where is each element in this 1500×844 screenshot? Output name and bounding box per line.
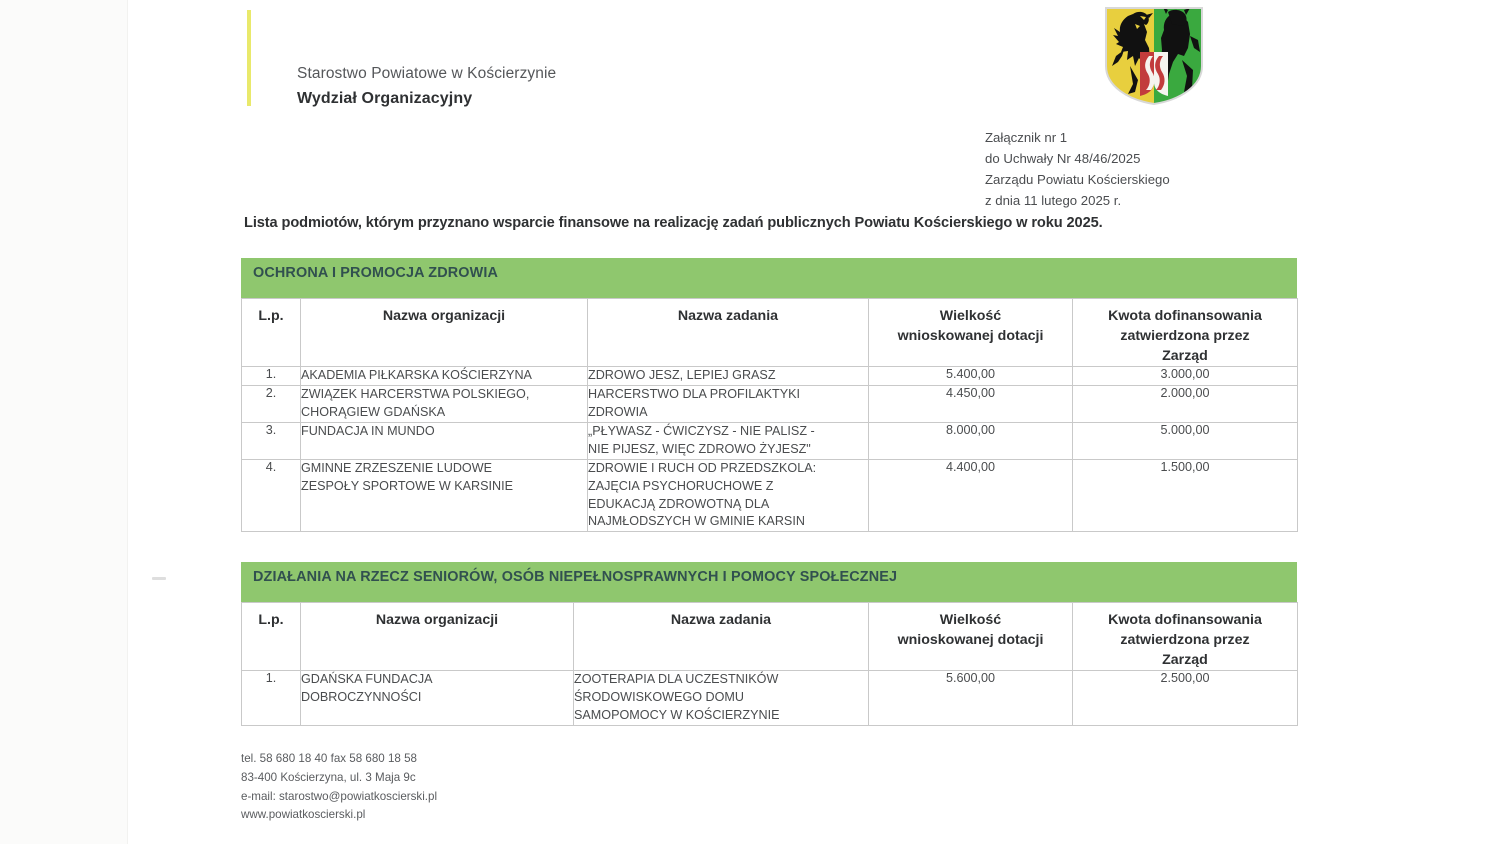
org-line: ZESPOŁY SPORTOWE W KARSINIE xyxy=(301,478,514,493)
cell-lp: 1. xyxy=(242,367,301,386)
col-header-lp: L.p. xyxy=(242,603,301,671)
cell-requested-amount: 4.400,00 xyxy=(869,459,1073,532)
annex-line-4: z dnia 11 lutego 2025 r. xyxy=(985,192,1122,208)
cell-approved-amount: 5.000,00 xyxy=(1073,423,1298,460)
cell-task xyxy=(574,671,869,726)
table-row xyxy=(242,671,1298,726)
annex-line-2: do Uchwały Nr 48/46/2025 xyxy=(985,150,1141,166)
task-line: ŚRODOWISKOWEGO DOMU xyxy=(574,690,745,705)
letterhead xyxy=(297,62,857,111)
table-row xyxy=(242,386,1298,423)
document-title: Lista podmiotów, którym przyznano wsparcie finansowe na realizację zadań publicznych Powiatu Kościerskiego w roku 2025. xyxy=(244,215,1103,231)
cell-requested-amount: 5.400,00 xyxy=(869,367,1073,386)
cell-organization xyxy=(301,459,588,532)
col-header-task: Nazwa zadania xyxy=(588,299,869,367)
section-heading-band xyxy=(241,562,1297,602)
table-header-row xyxy=(242,299,1298,367)
cell-lp: 2. xyxy=(242,386,301,423)
annex-line-1: Załącznik nr 1 xyxy=(985,130,1068,145)
letterhead-office-name: Starostwo Powiatowe w Kościerzynie xyxy=(297,65,557,82)
col-header-requested-line-1: Wielkość xyxy=(939,612,1002,628)
col-header-organization: Nazwa organizacji xyxy=(301,603,574,671)
task-line: ZDROWIE I RUCH OD PRZEDSZKOLA: xyxy=(588,460,817,475)
task-line: HARCERSTWO DLA PROFILAKTYKI xyxy=(588,387,801,402)
section-dzialania-na-rzecz-seniorow xyxy=(241,562,1297,726)
cell-requested-amount: 8.000,00 xyxy=(869,423,1073,460)
col-header-approved xyxy=(1073,299,1298,367)
org-line: CHORĄGIEW GDAŃSKA xyxy=(301,405,446,420)
footer-contact-block xyxy=(241,750,661,825)
cell-approved-amount: 2.000,00 xyxy=(1073,386,1298,423)
col-header-requested-line-2: wnioskowanej dotacji xyxy=(897,632,1044,649)
task-line: „PŁYWASZ - ĆWICZYSZ - NIE PALISZ - xyxy=(588,424,815,439)
letterhead-accent-bar xyxy=(247,10,251,106)
section-ochrona-i-promocja-zdrowia xyxy=(241,258,1297,532)
annex-line-3: Zarządu Powiatu Kościerskiego xyxy=(985,171,1170,187)
col-header-requested-line-1: Wielkość xyxy=(939,308,1002,324)
table-row xyxy=(242,459,1298,532)
grants-table-seniors xyxy=(241,602,1298,726)
cell-organization xyxy=(301,386,588,423)
cell-approved-amount: 2.500,00 xyxy=(1073,671,1298,726)
section-heading-band xyxy=(241,258,1297,298)
footer-phone-fax: tel. 58 680 18 40 fax 58 680 18 58 xyxy=(241,752,417,765)
cell-task xyxy=(588,459,869,532)
task-line: ZOOTERAPIA DLA UCZESTNIKÓW xyxy=(574,672,779,687)
col-header-requested-line-2: wnioskowanej dotacji xyxy=(897,328,1044,345)
col-header-approved xyxy=(1073,603,1298,671)
col-header-approved-line-3: Zarząd xyxy=(1162,652,1208,669)
cell-requested-amount: 5.600,00 xyxy=(869,671,1073,726)
col-header-requested xyxy=(869,299,1073,367)
cell-organization xyxy=(301,423,588,460)
cell-requested-amount: 4.450,00 xyxy=(869,386,1073,423)
task-line: EDUKACJĄ ZDROWOTNĄ DLA xyxy=(588,496,770,511)
org-line: AKADEMIA PIŁKARSKA KOŚCIERZYNA xyxy=(301,368,532,383)
col-header-approved-line-2: zatwierdzona przez xyxy=(1120,328,1250,345)
grants-table-health xyxy=(241,298,1298,532)
cell-organization xyxy=(301,671,574,726)
task-line: SAMOPOMOCY W KOŚCIERZYNIE xyxy=(574,708,780,723)
table-row xyxy=(242,367,1298,386)
section-heading-text: OCHRONA I PROMOCJA ZDROWIA xyxy=(253,265,499,281)
task-line: NIE PIJESZ, WIĘC ZDROWO ŻYJESZ" xyxy=(588,441,811,456)
cell-approved-amount: 3.000,00 xyxy=(1073,367,1298,386)
org-line: GDAŃSKA FUNDACJA xyxy=(301,672,433,687)
col-header-approved-line-3: Zarząd xyxy=(1162,348,1208,365)
org-line: FUNDACJA IN MUNDO xyxy=(301,424,435,439)
letterhead-department-name: Wydział Organizacyjny xyxy=(297,90,473,108)
cell-organization xyxy=(301,367,588,386)
cell-approved-amount: 1.500,00 xyxy=(1073,459,1298,532)
col-header-task: Nazwa zadania xyxy=(574,603,869,671)
col-header-approved-line-2: zatwierdzona przez xyxy=(1120,632,1250,649)
cell-task xyxy=(588,386,869,423)
org-line: GMINNE ZRZESZENIE LUDOWE xyxy=(301,460,493,475)
cell-task xyxy=(588,423,869,460)
annex-reference xyxy=(985,128,1315,211)
col-header-lp: L.p. xyxy=(242,299,301,367)
cell-lp: 1. xyxy=(242,671,301,726)
org-line: ZWIĄZEK HARCERSTWA POLSKIEGO, xyxy=(301,387,530,402)
task-line: ZAJĘCIA PSYCHORUCHOWE Z xyxy=(588,478,774,493)
cell-lp: 3. xyxy=(242,423,301,460)
table-header-row xyxy=(242,603,1298,671)
table-row xyxy=(242,423,1298,460)
footer-email: e-mail: starostwo@powiatkoscierski.pl xyxy=(241,789,438,803)
cell-task xyxy=(588,367,869,386)
col-header-organization: Nazwa organizacji xyxy=(301,299,588,367)
org-line: DOBROCZYNNOŚCI xyxy=(301,690,422,705)
task-line: ZDROWIA xyxy=(588,405,648,420)
task-line: ZDROWO JESZ, LEPIEJ GRASZ xyxy=(588,368,776,383)
col-header-requested xyxy=(869,603,1073,671)
footer-website: www.powiatkoscierski.pl xyxy=(241,808,366,822)
section-heading-text: DZIAŁANIA NA RZECZ SENIORÓW, OSÓB NIEPEŁNOSPRAWNYCH I POMOCY SPOŁECZNEJ xyxy=(253,569,898,585)
task-line: NAJMŁODSZYCH W GMINIE KARSIN xyxy=(588,514,805,529)
col-header-approved-line-1: Kwota dofinansowania xyxy=(1108,612,1262,628)
col-header-approved-line-1: Kwota dofinansowania xyxy=(1108,308,1262,324)
footer-address: 83-400 Kościerzyna, ul. 3 Maja 9c xyxy=(241,770,416,784)
cell-lp: 4. xyxy=(242,459,301,532)
coat-of-arms-icon xyxy=(1100,4,1208,108)
